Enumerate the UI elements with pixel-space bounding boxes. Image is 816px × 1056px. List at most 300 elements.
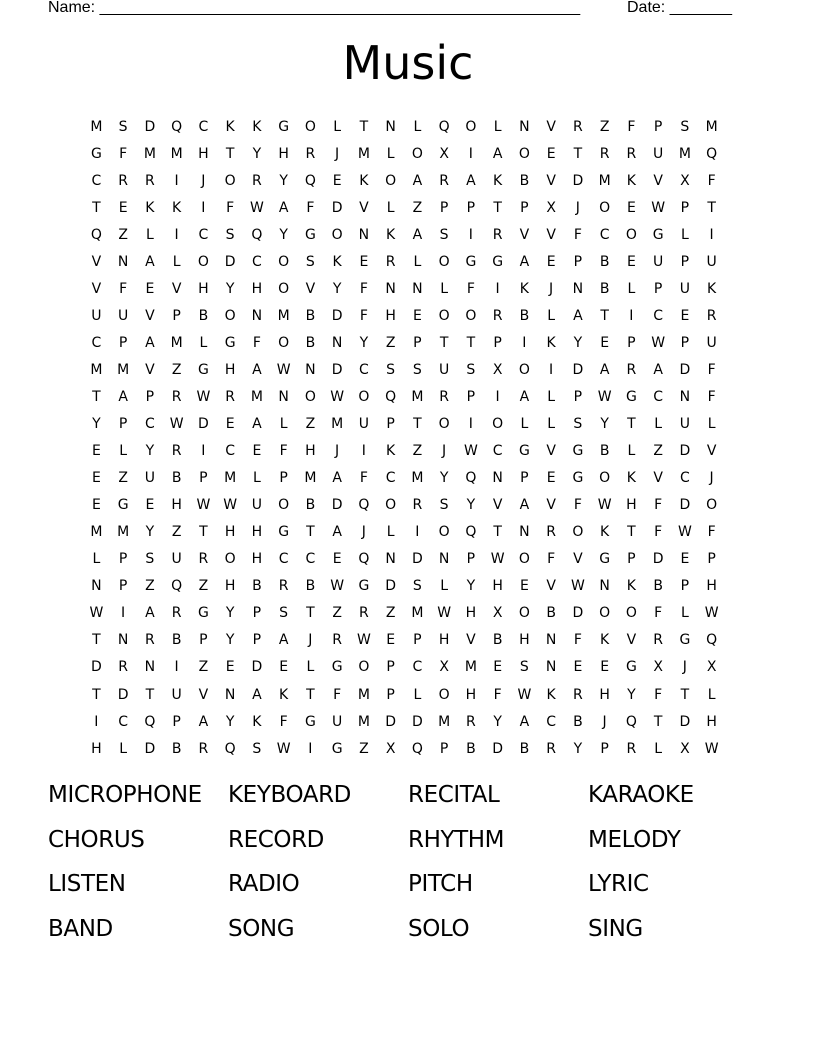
grid-letter: G <box>652 226 664 243</box>
grid-letter: M <box>357 145 370 162</box>
grid-letter: F <box>654 605 663 622</box>
grid-letter: U <box>171 551 182 568</box>
grid-letter: Q <box>304 172 316 189</box>
grid-letter: Q <box>706 145 718 162</box>
word-bank-item: MELODY <box>588 826 681 853</box>
grid-letter: A <box>412 172 423 189</box>
grid-letter: F <box>279 713 288 730</box>
grid-letter: U <box>679 280 690 297</box>
grid-letter: O <box>278 334 290 351</box>
grid-letter: W <box>169 416 184 433</box>
grid-letter: I <box>629 307 634 324</box>
grid-row <box>83 221 736 248</box>
grid-letter: Q <box>438 118 450 135</box>
grid-letter: J <box>308 632 313 649</box>
grid-letter: G <box>197 605 209 622</box>
grid-letter: M <box>170 334 183 351</box>
grid-letter: B <box>252 578 262 595</box>
grid-letter: W <box>570 578 585 595</box>
grid-letter: E <box>332 172 342 189</box>
grid-letter: T <box>92 199 101 216</box>
word-bank-item: RADIO <box>228 871 300 897</box>
grid-letter: H <box>224 524 236 541</box>
grid-letter: C <box>358 361 369 378</box>
grid-letter: Q <box>465 524 477 541</box>
grid-letter: O <box>518 605 530 622</box>
grid-letter: F <box>707 361 716 378</box>
grid-letter: M <box>117 361 130 378</box>
grid-letter: P <box>386 659 395 676</box>
grid-letter: Y <box>627 686 636 703</box>
grid-letter: I <box>94 713 99 730</box>
grid-letter: O <box>492 416 504 433</box>
grid-row <box>83 546 736 573</box>
word-bank-row <box>48 823 768 868</box>
grid-letter: J <box>335 145 340 162</box>
grid-letter: C <box>492 443 503 460</box>
grid-letter: J <box>549 280 554 297</box>
grid-letter: G <box>518 443 530 460</box>
grid-letter: O <box>465 118 477 135</box>
grid-letter: B <box>599 280 610 297</box>
grid-letter: L <box>493 118 502 135</box>
grid-letter: F <box>306 199 315 216</box>
page-title: Music <box>342 36 474 90</box>
grid-letter: T <box>680 686 690 703</box>
grid-letter: Q <box>171 118 183 135</box>
grid-letter: D <box>385 578 397 595</box>
grid-letter: W <box>330 578 345 595</box>
grid-letter: P <box>653 280 663 297</box>
grid-letter: M <box>250 388 263 405</box>
grid-letter: I <box>468 145 473 162</box>
grid-letter: G <box>599 551 611 568</box>
grid-letter: P <box>386 686 395 703</box>
grid-row <box>83 248 736 275</box>
grid-letter: A <box>252 686 262 703</box>
grid-letter: Y <box>225 605 235 622</box>
grid-letter: S <box>279 605 289 622</box>
grid-letter: O <box>572 524 584 541</box>
word-bank-item: KARAOKE <box>588 782 694 808</box>
grid-letter: Y <box>279 226 288 243</box>
grid-letter: O <box>599 199 611 216</box>
grid-letter: O <box>358 388 370 405</box>
grid-letter: P <box>252 605 262 622</box>
grid-letter: V <box>198 686 209 703</box>
grid-letter: R <box>466 713 476 730</box>
word-bank-row <box>48 867 768 912</box>
grid-letter: L <box>279 416 288 433</box>
grid-letter: I <box>522 334 527 351</box>
grid-letter: E <box>493 659 503 676</box>
grid-letter: F <box>654 686 663 703</box>
grid-letter: R <box>118 659 128 676</box>
word-bank-item: KEYBOARD <box>228 782 351 808</box>
grid-letter: T <box>707 199 716 216</box>
grid-letter: O <box>331 226 343 243</box>
grid-row <box>83 708 736 735</box>
grid-letter: X <box>385 740 396 757</box>
grid-letter: G <box>117 497 129 514</box>
grid-letter: N <box>251 307 263 324</box>
grid-row <box>83 600 736 627</box>
grid-letter: C <box>225 443 236 460</box>
grid-letter: L <box>707 416 716 433</box>
grid-letter: N <box>331 334 343 351</box>
grid-letter: M <box>678 145 691 162</box>
grid-letter: R <box>492 307 503 324</box>
grid-letter: H <box>492 578 503 595</box>
grid-letter: O <box>411 145 423 162</box>
grid-letter: R <box>653 632 663 649</box>
grid-letter: H <box>251 551 263 568</box>
grid-letter: L <box>386 145 395 162</box>
grid-letter: P <box>413 632 422 649</box>
grid-letter: B <box>305 578 316 595</box>
grid-letter: C <box>546 713 557 730</box>
grid-letter: B <box>599 443 610 460</box>
grid-letter: D <box>679 713 691 730</box>
grid-letter: O <box>385 172 397 189</box>
date-field: Date: _______ <box>627 0 732 16</box>
grid-letter: L <box>680 605 689 622</box>
grid-letter: R <box>198 740 209 757</box>
grid-letter: Q <box>385 388 397 405</box>
grid-letter: L <box>306 659 315 676</box>
grid-letter: N <box>385 280 396 297</box>
grid-letter: N <box>117 632 129 649</box>
grid-letter: O <box>438 524 450 541</box>
grid-letter: P <box>466 388 476 405</box>
grid-letter: S <box>412 361 422 378</box>
grid-letter: R <box>626 740 637 757</box>
grid-letter: M <box>304 470 317 487</box>
grid-letter: O <box>518 145 530 162</box>
grid-letter: P <box>600 740 609 757</box>
grid-letter: P <box>573 388 583 405</box>
grid-letter: M <box>170 145 183 162</box>
word-bank-item: RECORD <box>228 826 324 853</box>
grid-letter: F <box>359 280 368 297</box>
grid-letter: B <box>305 307 316 324</box>
grid-letter: O <box>625 605 637 622</box>
grid-letter: A <box>118 388 128 405</box>
grid-letter: L <box>680 226 689 243</box>
grid-letter: H <box>198 280 209 297</box>
grid-letter: Q <box>706 632 718 649</box>
grid-letter: R <box>145 172 155 189</box>
grid-letter: S <box>305 253 315 270</box>
grid-row <box>83 275 736 302</box>
grid-letter: T <box>413 416 422 433</box>
grid-letter: P <box>118 551 128 568</box>
grid-row <box>83 140 736 167</box>
grid-letter: D <box>331 497 343 514</box>
grid-letter: S <box>145 551 155 568</box>
grid-letter: Y <box>145 524 155 541</box>
grid-letter: D <box>679 361 691 378</box>
grid-letter: L <box>119 740 128 757</box>
grid-letter: V <box>546 118 556 135</box>
grid-letter: O <box>278 253 290 270</box>
grid-letter: V <box>626 632 637 649</box>
grid-letter: D <box>385 713 397 730</box>
grid-letter: D <box>572 172 584 189</box>
grid-letter: V <box>546 497 556 514</box>
grid-letter: D <box>331 361 343 378</box>
grid-letter: K <box>600 524 610 541</box>
grid-letter: W <box>651 334 666 351</box>
grid-letter: G <box>465 253 477 270</box>
grid-letter: H <box>91 740 102 757</box>
grid-letter: W <box>356 632 371 649</box>
grid-letter: O <box>518 551 530 568</box>
grid-letter: L <box>707 686 716 703</box>
grid-letter: V <box>359 199 369 216</box>
grid-letter: P <box>118 416 128 433</box>
grid-letter: N <box>679 388 691 405</box>
grid-letter: E <box>359 253 369 270</box>
grid-letter: R <box>385 253 396 270</box>
grid-letter: O <box>304 388 316 405</box>
grid-letter: T <box>92 388 101 405</box>
grid-letter: A <box>599 361 610 378</box>
grid-letter: O <box>438 686 450 703</box>
grid-letter: M <box>411 605 424 622</box>
grid-letter: P <box>520 470 529 487</box>
grid-letter: L <box>119 443 128 460</box>
grid-letter: P <box>627 334 636 351</box>
grid-letter: P <box>466 551 476 568</box>
grid-letter: Z <box>145 578 155 595</box>
grid-letter: P <box>252 632 262 649</box>
grid-letter: Z <box>171 361 182 378</box>
grid-row <box>83 194 736 221</box>
grid-letter: R <box>332 632 342 649</box>
grid-letter: W <box>196 388 211 405</box>
grid-letter: Z <box>305 416 316 433</box>
grid-letter: L <box>333 118 342 135</box>
grid-letter: A <box>492 145 503 162</box>
grid-letter: V <box>546 226 556 243</box>
grid-letter: B <box>653 578 663 595</box>
grid-letter: J <box>682 659 687 676</box>
grid-letter: H <box>224 578 236 595</box>
grid-letter: T <box>92 686 101 703</box>
grid-letter: C <box>91 172 102 189</box>
grid-letter: F <box>547 551 556 568</box>
grid-row <box>83 329 736 356</box>
grid-letter: Z <box>171 524 182 541</box>
grid-letter: G <box>224 334 236 351</box>
grid-letter: A <box>412 226 423 243</box>
grid-letter: D <box>572 605 584 622</box>
grid-letter: M <box>357 686 370 703</box>
grid-letter: L <box>547 416 556 433</box>
grid-letter: C <box>385 470 396 487</box>
grid-letter: Y <box>225 280 235 297</box>
grid-letter: V <box>546 443 556 460</box>
grid-letter: B <box>599 253 610 270</box>
grid-letter: L <box>440 578 449 595</box>
grid-letter: N <box>278 388 289 405</box>
word-bank-row <box>48 912 768 957</box>
grid-letter: C <box>412 659 423 676</box>
word-bank-item: RHYTHM <box>408 826 505 853</box>
grid-letter: P <box>520 199 529 216</box>
word-bank-row <box>48 778 768 823</box>
grid-letter: B <box>171 632 182 649</box>
grid-letter: N <box>358 226 370 243</box>
grid-letter: E <box>332 551 342 568</box>
grid-letter: W <box>597 388 612 405</box>
grid-row <box>83 113 736 140</box>
grid-letter: R <box>599 145 610 162</box>
grid-letter: V <box>519 226 530 243</box>
grid-letter: O <box>358 659 370 676</box>
grid-letter: Y <box>439 470 449 487</box>
grid-letter: Y <box>493 713 502 730</box>
grid-letter: V <box>91 253 102 270</box>
grid-letter: L <box>547 307 556 324</box>
grid-letter: G <box>304 713 316 730</box>
word-bank-item: PITCH <box>408 871 473 897</box>
grid-letter: G <box>679 632 691 649</box>
grid-letter: K <box>493 172 503 189</box>
grid-letter: B <box>171 470 182 487</box>
grid-letter: K <box>279 686 289 703</box>
grid-letter: P <box>680 199 690 216</box>
grid-letter: R <box>626 145 637 162</box>
grid-letter: Z <box>359 740 369 757</box>
grid-letter: Z <box>653 443 663 460</box>
word-bank-item: LYRIC <box>588 871 649 897</box>
grid-letter: N <box>438 551 450 568</box>
grid-letter: O <box>278 280 290 297</box>
grid-letter: O <box>465 307 477 324</box>
grid-letter: O <box>224 172 236 189</box>
grid-letter: J <box>575 199 580 216</box>
grid-letter: C <box>251 253 262 270</box>
grid-letter: K <box>252 713 262 730</box>
grid-letter: F <box>654 497 663 514</box>
grid-letter: R <box>492 226 503 243</box>
grid-letter: D <box>679 443 691 460</box>
grid-letter: Z <box>412 199 423 216</box>
grid-letter: P <box>199 632 208 649</box>
grid-letter: T <box>359 118 369 135</box>
grid-letter: H <box>626 497 637 514</box>
grid-letter: I <box>121 605 126 622</box>
grid-letter: A <box>519 388 530 405</box>
grid-letter: T <box>493 524 502 541</box>
grid-letter: X <box>492 361 503 378</box>
grid-letter: D <box>251 659 263 676</box>
grid-letter: T <box>653 713 663 730</box>
grid-letter: U <box>144 470 155 487</box>
grid-letter: T <box>306 605 315 622</box>
grid-letter: K <box>332 253 342 270</box>
grid-letter: I <box>174 659 179 676</box>
grid-letter: F <box>226 199 235 216</box>
word-bank-item: BAND <box>48 915 113 942</box>
grid-letter: N <box>91 578 102 595</box>
grid-letter: L <box>386 199 395 216</box>
grid-letter: L <box>413 253 422 270</box>
grid-letter: L <box>627 443 636 460</box>
grid-letter: A <box>145 334 155 351</box>
grid-letter: L <box>199 334 208 351</box>
grid-letter: S <box>680 118 690 135</box>
grid-letter: G <box>90 145 102 162</box>
grid-letter: F <box>493 686 502 703</box>
grid-letter: H <box>465 605 477 622</box>
grid-letter: V <box>546 578 556 595</box>
grid-letter: O <box>278 497 290 514</box>
word-bank-item: CHORUS <box>48 826 145 853</box>
grid-letter: X <box>439 659 449 676</box>
grid-letter: M <box>411 388 424 405</box>
grid-letter: X <box>706 659 717 676</box>
grid-row <box>83 681 736 708</box>
grid-letter: H <box>706 578 717 595</box>
grid-letter: K <box>145 199 155 216</box>
grid-letter: G <box>197 361 209 378</box>
grid-letter: U <box>653 253 664 270</box>
grid-letter: E <box>626 199 636 216</box>
grid-letter: S <box>439 226 449 243</box>
grid-letter: K <box>386 443 396 460</box>
grid-letter: S <box>386 361 396 378</box>
grid-letter: W <box>704 605 719 622</box>
grid-letter: M <box>464 659 477 676</box>
grid-letter: G <box>572 443 584 460</box>
grid-letter: Q <box>411 740 423 757</box>
grid-letter: I <box>308 740 313 757</box>
grid-letter: L <box>386 524 395 541</box>
grid-letter: T <box>600 307 609 324</box>
grid-letter: C <box>653 307 664 324</box>
grid-letter: N <box>224 686 236 703</box>
grid-letter: I <box>468 226 473 243</box>
grid-letter: Z <box>198 659 209 676</box>
grid-letter: E <box>680 551 690 568</box>
grid-letter: F <box>119 145 128 162</box>
grid-row <box>83 735 736 762</box>
grid-letter: E <box>680 307 690 324</box>
grid-letter: K <box>359 172 369 189</box>
grid-letter: A <box>278 199 289 216</box>
grid-letter: M <box>357 713 370 730</box>
grid-letter: X <box>492 605 503 622</box>
grid-letter: L <box>440 280 449 297</box>
grid-letter: A <box>278 632 289 649</box>
grid-letter: A <box>252 361 262 378</box>
grid-letter: A <box>145 253 155 270</box>
grid-letter: W <box>276 740 291 757</box>
grid-letter: F <box>573 226 582 243</box>
grid-letter: X <box>680 172 690 189</box>
grid-letter: Z <box>599 118 610 135</box>
grid-letter: P <box>413 334 422 351</box>
grid-letter: O <box>599 470 611 487</box>
grid-row <box>83 573 736 600</box>
grid-letter: W <box>89 605 104 622</box>
grid-letter: P <box>172 713 181 730</box>
grid-letter: D <box>572 361 584 378</box>
grid-letter: T <box>306 686 315 703</box>
